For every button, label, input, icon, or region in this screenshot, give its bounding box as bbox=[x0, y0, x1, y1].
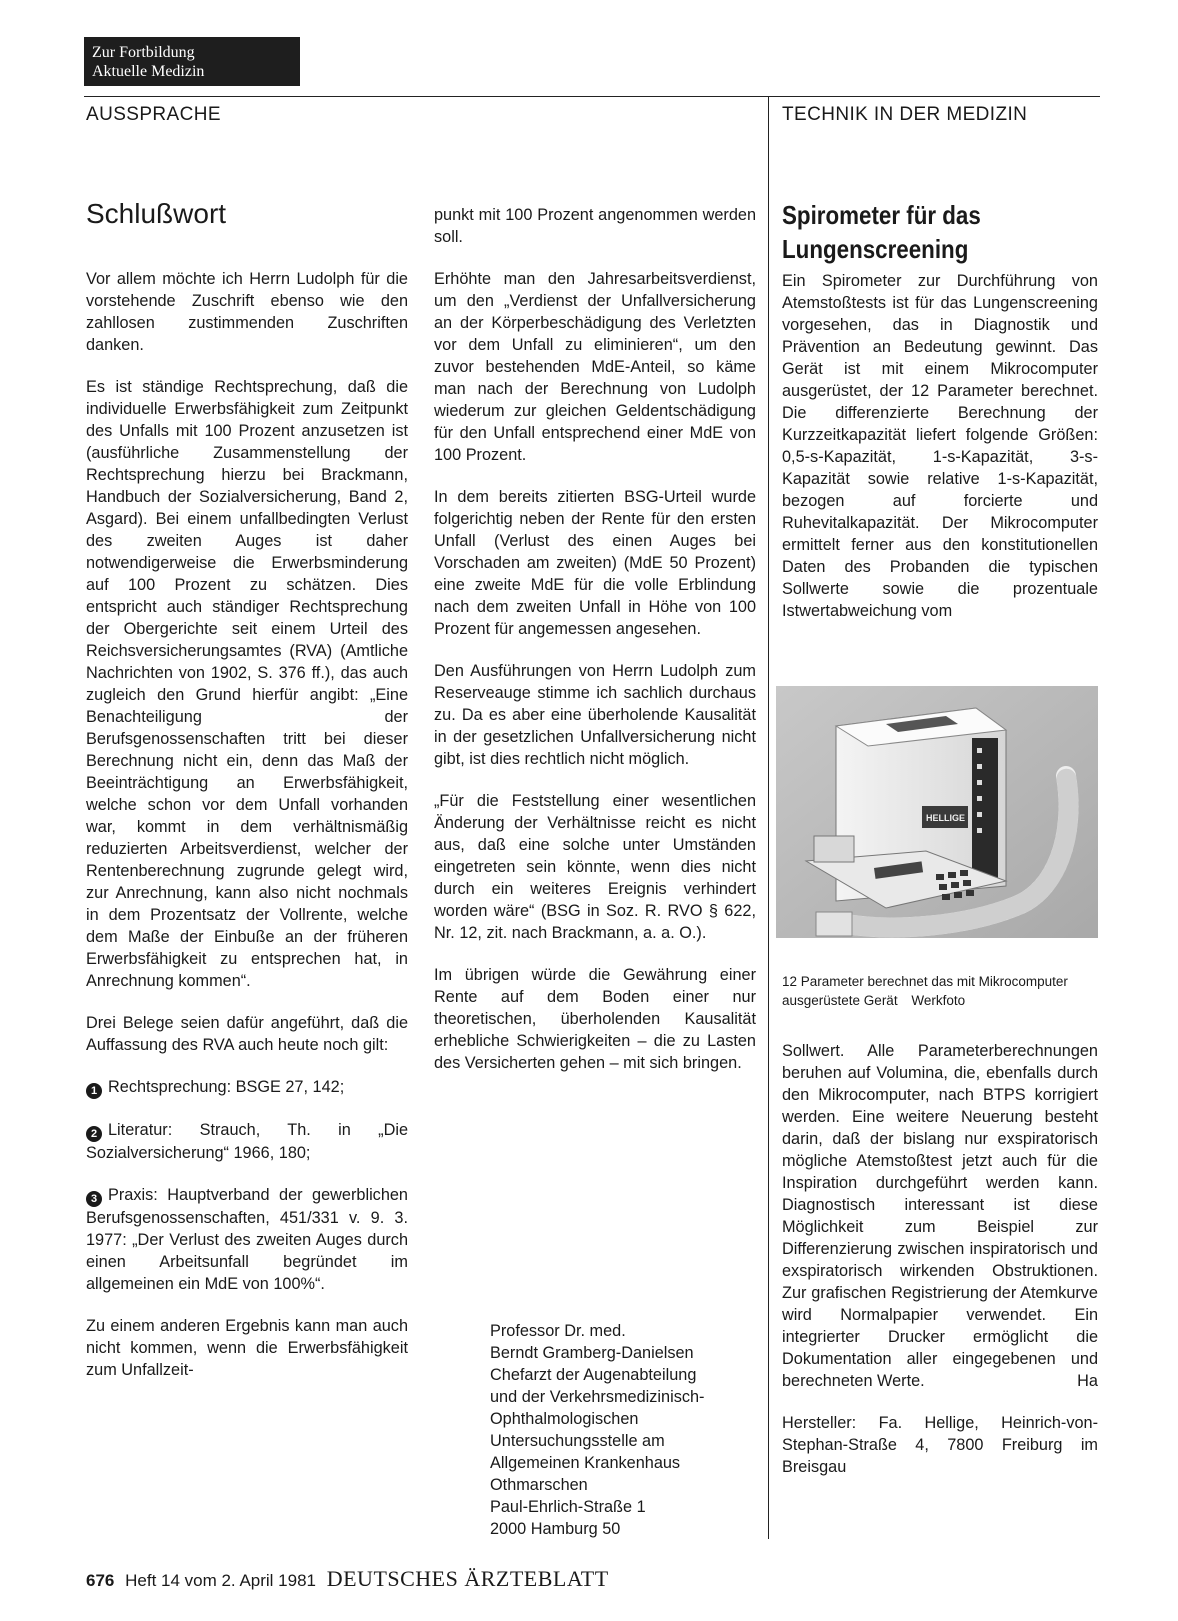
caption-credit: Werkfoto bbox=[911, 993, 966, 1008]
text-column-3-top bbox=[782, 270, 1098, 642]
paragraph: Im übrigen würde die Gewährung einer Rente auf dem Boden einer nur theoretischen, überholenden Kausalität erhebliche Schwierigkeiten – die zu Lasten des Versicherten gehen – mit sich bringen. bbox=[434, 966, 756, 1072]
text-column-2 bbox=[434, 204, 756, 1094]
number-bullet-icon: 3 bbox=[86, 1191, 102, 1207]
paragraph: Zu einem anderen Ergebnis kann man auch nicht kommen, wenn die Erwerbsfähigkeit zum Unfallzeit- bbox=[86, 1317, 408, 1379]
signature-line: Ophthalmologischen bbox=[490, 1410, 639, 1428]
paragraph: Erhöhte man den Jahresarbeitsverdienst, um den „Verdienst der Unfallversicherung an der Körperbeschädigung des Verletzten vor dem Unfall zu eliminieren“, um den zuvor bestehenden MdE-Anteil, so käme man nach der Berechnung von Ludolph wiederum zur gleichen Geldentschädigung für den Unfall entsprechend einer MdE von 100 Prozent. bbox=[434, 270, 756, 464]
rubric-badge bbox=[84, 37, 300, 86]
journal-masthead: DEUTSCHES ÄRZTEBLATT bbox=[326, 1566, 609, 1591]
number-bullet-icon: 2 bbox=[86, 1126, 102, 1142]
badge-line-2: Aktuelle Medizin bbox=[92, 63, 205, 80]
paragraph: Es ist ständige Rechtsprechung, daß die individuelle Erwerbsfähigkeit zum Zeitpunkt des Unfalls mit 100 Prozent anzusetzen ist (ausführliche Zusammenstellung der Rechtsprechung hierzu bei Brackmann, Handbuch der Sozialversicherung, Band 2, Asgard). Bei einem unfallbedingten Verlust des zweiten Auges ist daher notwendigerweise die Erwerbsminderung auf 100 Prozent zu schätzen. Dies entspricht auch ständiger Rechtsprechung der Obergerichte seit einem Urteil des Reichsversicherungsamtes (RVA) (Amtliche Nachrichten von 1902, S. 376 ff.), das auch zugleich den Grund hierfür angibt: „Eine Benachteiligung der Berufsgenossenschaften tritt bei dieser Berechnung nicht ein, denn das Maß der Beeinträchtigung an Erwerbsfähigkeit, welche schon vor dem Unfall vorhanden war, kommt in dem verhältnismäßig reduzierten Arbeitsverdienst, welcher der Rentenberechnung zugrunde gelegt wird, zur Anrechnung, kann also nicht nochmals in dem Prozentsatz der Vollrente, welche dem Maße der Einbuße an der früheren Erwerbsfähigkeit zu entsprechen hat, in Anrechnung kommen“. bbox=[86, 378, 408, 990]
signature-line: Chefarzt der Augenabteilung bbox=[490, 1366, 697, 1384]
signature-line: Untersuchungsstelle am bbox=[490, 1432, 665, 1450]
issue-date: Heft 14 vom 2. April 1981 bbox=[125, 1571, 316, 1590]
list-item-text: Praxis: Hauptverband der gewerblichen Berufsgenossenschaften, 451/331 v. 9. 3. 1977: „Der Verlust des zweiten Auges durch einen Arbeitsunfall begründet im allgemeinen ein MdE von 100%“. bbox=[86, 1186, 408, 1293]
signature-line: Allgemeinen Krankenhaus bbox=[490, 1454, 681, 1472]
list-item bbox=[86, 1119, 408, 1164]
section-label-right: TECHNIK IN DER MEDIZIN bbox=[782, 104, 1028, 125]
header-rule bbox=[84, 96, 1100, 97]
signature-line: Professor Dr. med. bbox=[490, 1322, 626, 1340]
spirometer-icon bbox=[776, 686, 1098, 938]
manufacturer-note: Hersteller: Fa. Hellige, Heinrich-von-Stephan-Straße 4, 7800 Freiburg im Breisgau bbox=[782, 1414, 1098, 1476]
device-label: HELLIGE bbox=[926, 813, 966, 823]
list-item-text: Rechtsprechung: BSGE 27, 142; bbox=[108, 1078, 345, 1096]
signature-line: und der Verkehrsmedizinisch- bbox=[490, 1388, 705, 1406]
number-bullet-icon: 1 bbox=[86, 1083, 102, 1099]
text-column-3-bottom bbox=[782, 1040, 1098, 1498]
paragraph: Vor allem möchte ich Herrn Ludolph für die vorstehende Zuschrift ebenso wie den zahllosen zustimmenden Zuschriften danken. bbox=[86, 270, 408, 354]
section-label-left: AUSSPRACHE bbox=[86, 104, 221, 125]
author-signature bbox=[490, 1320, 770, 1540]
page-footer bbox=[86, 1566, 609, 1592]
paragraph: Drei Belege seien dafür angeführt, daß die Auffassung des RVA auch heute noch gilt: bbox=[86, 1014, 408, 1054]
signature-line: Berndt Gramberg-Danielsen bbox=[490, 1344, 694, 1362]
signature-line: 2000 Hamburg 50 bbox=[490, 1520, 621, 1538]
author-initials: Ha bbox=[1077, 1372, 1098, 1390]
paragraph bbox=[782, 1040, 1098, 1392]
paragraph: In dem bereits zitierten BSG-Urteil wurde folgerichtig neben der Rente für den ersten Unfall (Verlust des einen Auges bei Vorschaden am zweiten) (MdE 50 Prozent) eine zweite MdE für die volle Erblindung nach dem zweiten Unfall in Höhe von 100 Prozent für angemessen angesehen. bbox=[434, 488, 756, 638]
signature-line: Othmarschen bbox=[490, 1476, 588, 1494]
badge-line-1: Zur Fortbildung bbox=[92, 44, 195, 61]
article-title-left: Schlußwort bbox=[86, 198, 227, 229]
caption-text: 12 Parameter berechnet das mit Mikrocomputer ausgerüstete Gerät bbox=[782, 974, 1068, 1008]
signature-line: Paul-Ehrlich-Straße 1 bbox=[490, 1498, 646, 1516]
paragraph: punkt mit 100 Prozent angenommen werden soll. bbox=[434, 206, 756, 246]
paragraph-text: Sollwert. Alle Parameterberechnungen beruhen auf Volumina, die, ebenfalls durch den Mikrocomputer, nach BTPS korrigiert werden. Eine weitere Neuerung besteht darin, daß der bislang nur exspiratorisch mögliche Atemstoßtest jetzt auch für die Inspiration durchgeführt werden kann. Diagnostisch interessant ist diese Möglichkeit zum Beispiel zur Differenzierung zwischen inspiratorisch und exspiratorisch wirkenden Obstruktionen. Zur grafischen Registrierung der Atemkurve wird Normalpapier verwendet. Ein integrierter Drucker ermöglicht die Dokumentation aller eingegebenen und berechneten Werte. bbox=[782, 1042, 1098, 1390]
list-item-text: Literatur: Strauch, Th. in „Die Sozialversicherung“ 1966, 180; bbox=[86, 1121, 408, 1162]
page-number: 676 bbox=[86, 1571, 115, 1590]
paragraph: „Für die Feststellung einer wesentlichen Änderung der Verhältnisse reicht es nicht aus, daß eine solche unter Umständen eingetreten sein könnte, wenn dies nicht durch ein weiteres Ereignis verhindert worden wäre“ (BSG in Soz. R. RVO § 622, Nr. 12, zit. nach Brackmann, a. a. O.). bbox=[434, 792, 756, 942]
spirometer-photo bbox=[776, 686, 1098, 938]
paragraph: Den Ausführungen von Herrn Ludolph zum Reserveauge stimme ich sachlich durchaus zu. Da es aber eine überholende Kausalität in der gesetzlichen Unfallversicherung nicht gibt, ist dies rechtlich nicht möglich. bbox=[434, 662, 756, 768]
photo-caption bbox=[782, 972, 1098, 1010]
text-column-1 bbox=[86, 268, 408, 1401]
list-item bbox=[86, 1184, 408, 1295]
list-item bbox=[86, 1076, 408, 1099]
paragraph: Ein Spirometer zur Durchführung von Atemstoßtests ist für das Lungenscreening vorgesehen, das in Diagnostik und Prävention an Bedeutung gewinnt. Das Gerät ist mit einem Mikrocomputer ausgerüstet, der 12 Parameter berechnet. Die differenzierte Berechnung der Kurzzeitkapazität liefert folgende Größen: 0,5-s-Kapazität, 1-s-Kapazität, 3-s-Kapazität sowie relative 1-s-Kapazität, bezogen auf forcierte und Ruhevitalkapazität. Der Mikrocomputer ermittelt ferner aus den konstitutionellen Daten des Probanden die typischen Sollwerte sowie die prozentuale Istwertabweichung vom bbox=[782, 272, 1098, 620]
article-title-right: Spirometer für das Lungenscreening bbox=[782, 200, 981, 264]
